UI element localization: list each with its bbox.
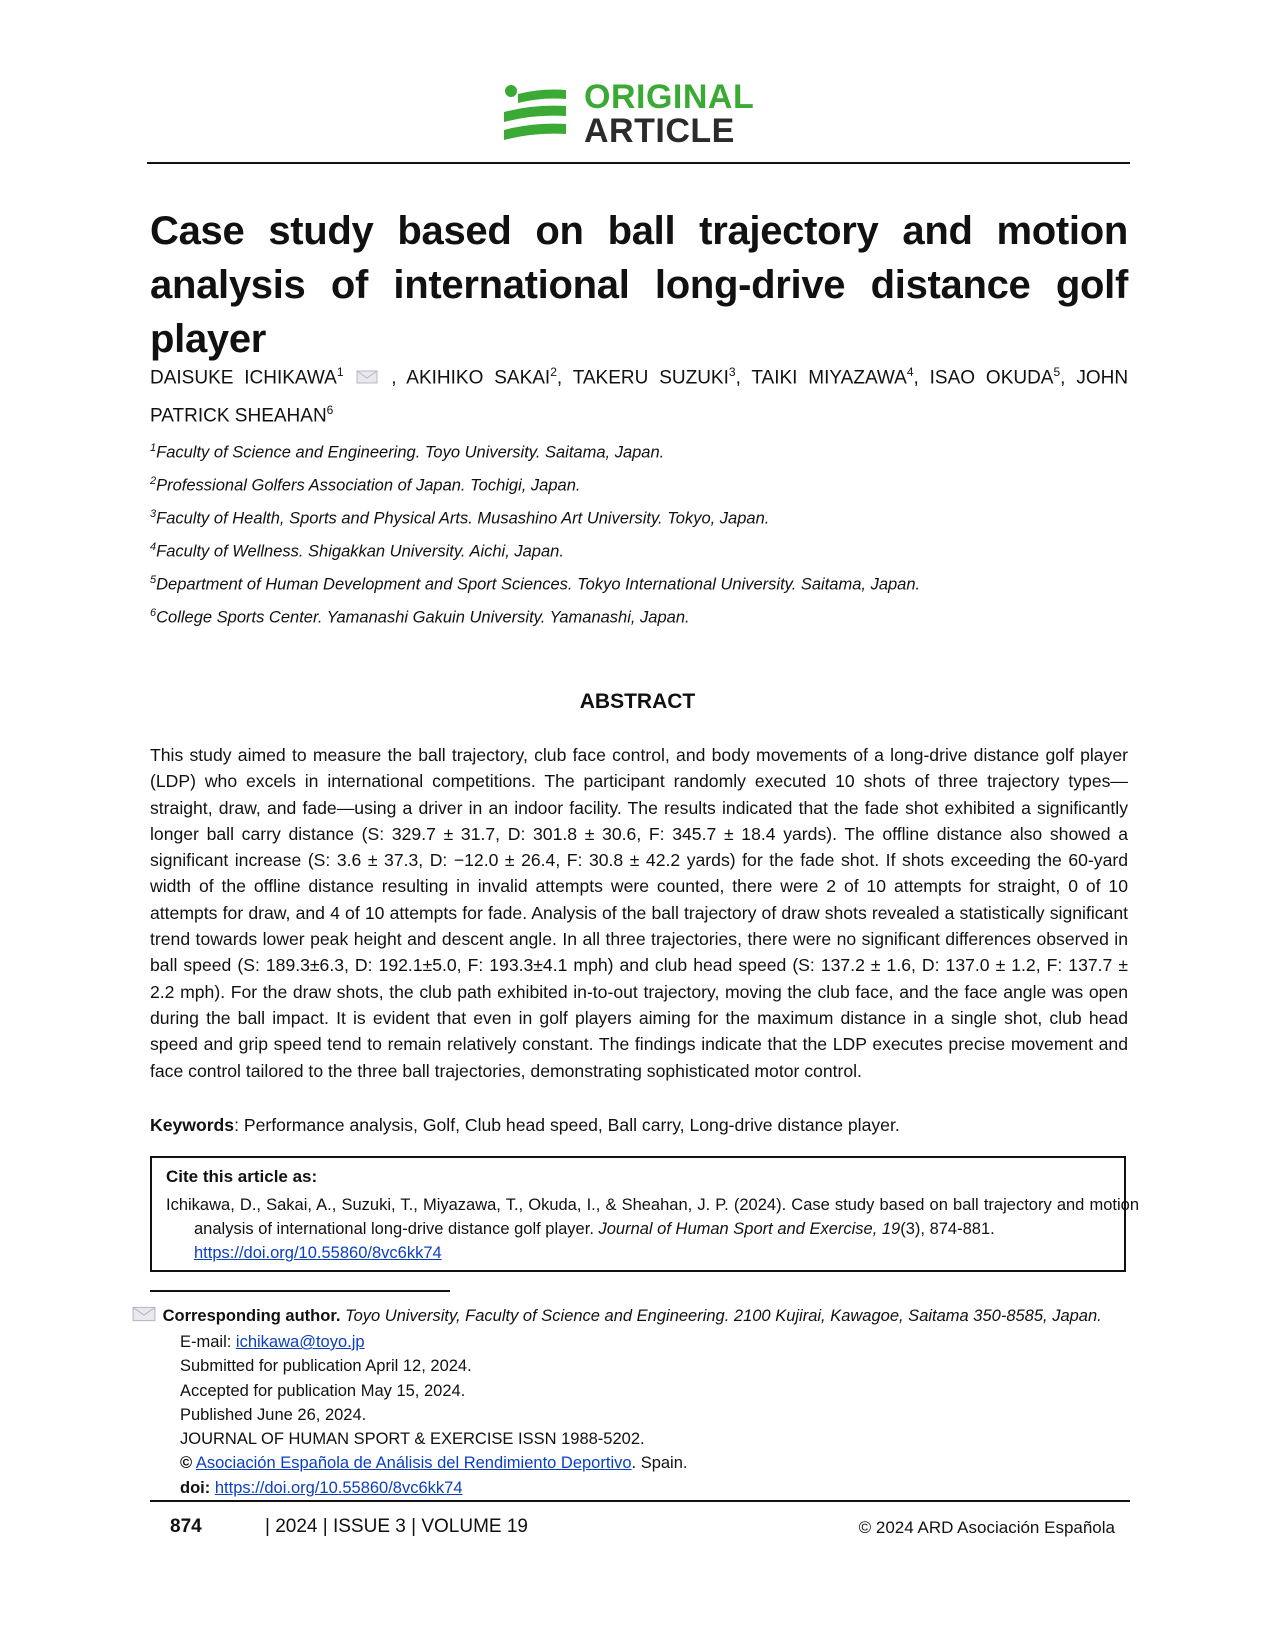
author-name: TAKERU SUZUKI [572, 367, 729, 389]
abstract-text: This study aimed to measure the ball trajectory, club face control, and body movements of a long-drive distance golf player (LDP) who excels in international competitions. The participant randomly executed 10 shots of three trajectory types—straight, draw, and fade—using a driver in an indoor facility. The results indicated that the fade shot exhibited a significantly longer ball carry distance (S: 329.7 ± 31.7, D: 301.8 ± 30.6, F: 345.7 ± 18.4 yards). The offline distance also showed a significant increase (S: 3.6 ± 37.3, D: −12.0 ± 26.4, F: 30.8 ± 42.2 yards) for the fade shot. If shots exceeding the 60-yard width of the offline distance resulting in invalid attempts were counted, there were 2 of 10 attempts for straight, 0 of 10 attempts for draw, and 4 of 10 attempts for fade. Analysis of the ball trajectory of draw shots revealed a statistically significant trend towards lower peak height and descent angle. In all three trajectories, there were no significant differences observed in ball speed (S: 189.3±6.3, D: 192.1±5.0, F: 193.3±4.1 mph) and club head speed (S: 137.2 ± 1.6, D: 137.0 ± 1.2, F: 137.7 ± 2.2 mph). For the draw shots, the club path exhibited in-to-out trajectory, moving the club face, and the face angle was open during the ball impact. It is evident that even in golf players aiming for the maximum distance in a single shot, club head speed and grip speed tend to remain relatively constant. The findings indicate that the LDP executes precise movement and face control tailored to the three ball trajectories, demonstrating sophisticated motor control. [150, 745, 1128, 1081]
citation-text [166, 1193, 1139, 1265]
affiliation-item [150, 566, 1128, 599]
accepted-date: Accepted for publication May 15, 2024. [180, 1381, 466, 1400]
author-name: JOHN PATRICK SHEAHAN [150, 367, 1129, 427]
envelope-icon [132, 1306, 156, 1322]
citation-doi-link[interactable]: https://doi.org/10.55860/8vc6kk74 [194, 1244, 442, 1262]
affiliation-list [150, 434, 1128, 632]
citation-label: Cite this article as: [166, 1167, 318, 1186]
affiliation-text: Department of Human Development and Sport Sciences. Tokyo International University. Saitama, Japan. [156, 575, 921, 594]
footer-rule [150, 1500, 1130, 1502]
affiliation-sup: 3 [150, 508, 157, 520]
author-sup: 5 [1053, 365, 1061, 379]
envelope-icon[interactable] [356, 370, 378, 384]
email-link[interactable]: ichikawa@toyo.jp [235, 1333, 365, 1351]
author-sup: 6 [326, 403, 334, 418]
author-sup: 1 [336, 365, 344, 379]
publication-info [180, 1330, 1080, 1500]
keywords [150, 1112, 1128, 1138]
author-name: ISAO OKUDA [929, 367, 1054, 389]
logo-line-2: ARTICLE [584, 112, 735, 150]
author-sup: 4 [906, 365, 914, 379]
citation-journal: Journal of Human Sport and Exercise, 19 [598, 1220, 901, 1238]
affiliation-text: Professional Golfers Association of Japan. Tochigi, Japan. [156, 476, 581, 495]
affiliation-text: Faculty of Wellness. Shigakkan University. Aichi, Japan. [156, 542, 564, 561]
affiliation-item [150, 533, 1128, 566]
copyright-symbol: © [180, 1454, 193, 1473]
issue-info: | 2024 | ISSUE 3 | VOLUME 19 [265, 1516, 528, 1537]
affiliation-item [150, 434, 1128, 467]
author-sup: 2 [550, 365, 557, 379]
keywords-text: : Performance analysis, Golf, Club head speed, Ball carry, Long-drive distance player. [234, 1115, 900, 1135]
affiliation-text: Faculty of Science and Engineering. Toyo University. Saitama, Japan. [156, 443, 665, 462]
abstract-heading: ABSTRACT [579, 690, 696, 713]
author-sup: 3 [728, 365, 736, 379]
affiliation-text: College Sports Center. Yamanashi Gakuin University. Yamanashi, Japan. [156, 608, 690, 627]
affiliation-sup: 1 [150, 442, 157, 454]
citation-box [150, 1156, 1139, 1272]
corresponding-label: Corresponding author. [162, 1307, 341, 1325]
corresponding-author [130, 1305, 1130, 1328]
citation-main: Ichikawa, D., Sakai, A., Suzuki, T., Miyazawa, T., Okuda, I., & Sheahan, J. P. (2024). Case study based on ball trajectory and motion analysis of international long-drive distance golf player. [166, 1196, 1139, 1238]
article-title: Case study based on ball trajectory and motion analysis of international long-drive distance golf player [150, 209, 1128, 361]
affiliation-sup: 4 [150, 541, 157, 553]
doi-label: doi: [180, 1478, 211, 1497]
logo-line-1: ORIGINAL [584, 78, 755, 116]
society-country: . Spain. [631, 1454, 688, 1473]
email-label: E-mail: [180, 1333, 236, 1351]
footnote-rule [150, 1290, 450, 1292]
affiliation-text: Faculty of Health, Sports and Physical Arts. Musashino Art University. Tokyo, Japan. [156, 509, 770, 528]
author-name: TAIKI MIYAZAWA [751, 367, 907, 389]
stripes-logo-icon [504, 84, 570, 148]
doi-line [180, 1476, 1080, 1500]
affiliation-item [150, 467, 1128, 500]
affiliation-sup: 6 [150, 607, 157, 619]
logo-text [584, 80, 754, 148]
citation-issue: (3), 874-881. [900, 1220, 995, 1238]
author-name: DAISUKE ICHIKAWA [150, 367, 337, 389]
affiliation-item [150, 500, 1128, 533]
email-line [180, 1330, 1080, 1354]
affiliation-sup: 5 [150, 574, 157, 586]
footer-copyright: © 2024 ARD Asociación Española [858, 1518, 1115, 1537]
author-list: DAISUKE ICHIKAWA$^1$ , AKIHIKO SAKAI$^2$, TAKERU SUZUKI$^3$, TAIKI MIYAZAWA$^4$, ISAO OKUDA$^5$, JOHN PATRICK SHEAHAN$^6$ [150, 365, 1129, 427]
journal-logo [504, 78, 774, 152]
submitted-date: Submitted for publication April 12, 2024. [180, 1357, 472, 1376]
page-number: 874 [170, 1516, 202, 1537]
keywords-label: Keywords [150, 1115, 235, 1135]
copyright-line [180, 1451, 1080, 1475]
affiliation-item [150, 599, 1128, 632]
author-name: AKIHIKO SAKAI [406, 367, 551, 389]
doi-link[interactable]: https://doi.org/10.55860/8vc6kk74 [214, 1478, 463, 1497]
published-date: Published June 26, 2024. [180, 1405, 367, 1424]
corresponding-address: Toyo University, Faculty of Science and Engineering. 2100 Kujirai, Kawagoe, Saitama 350-8585, Japan. [345, 1307, 1102, 1325]
header-rule [147, 162, 1130, 164]
journal-issn: JOURNAL OF HUMAN SPORT & EXERCISE ISSN 1988-5202. [180, 1430, 645, 1449]
affiliation-sup: 2 [150, 475, 157, 487]
society-link[interactable]: Asociación Española de Análisis del Rendimiento Deportivo [195, 1454, 632, 1473]
